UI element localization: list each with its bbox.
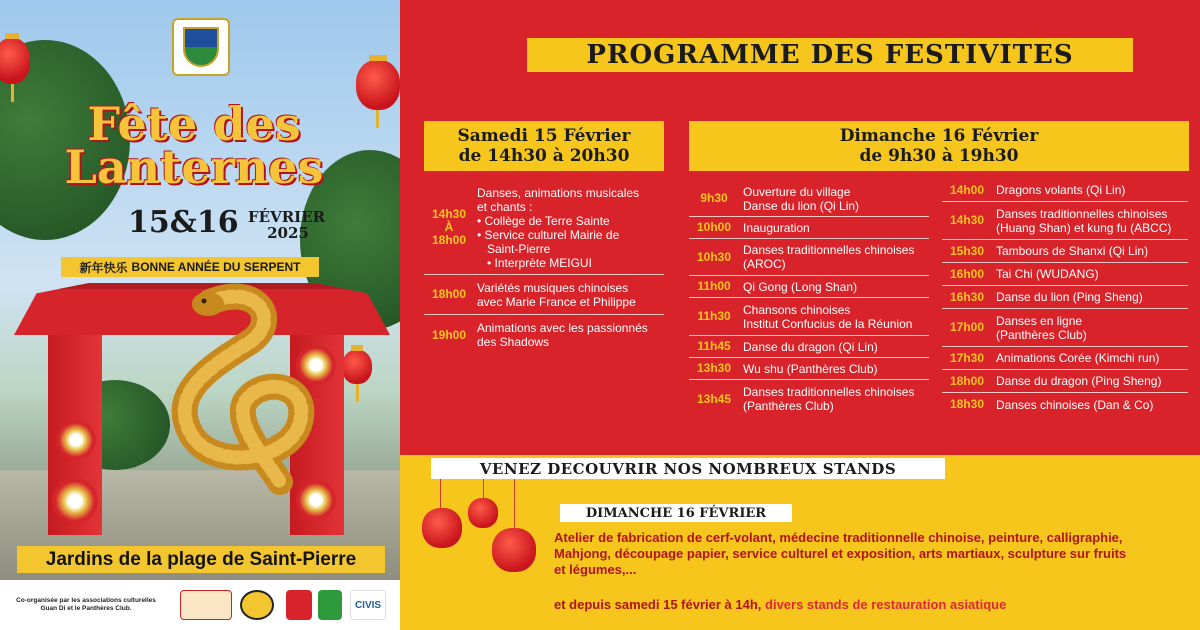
schedule-description: Danses traditionnelles chinoises (AROC) — [743, 243, 915, 271]
title-line-2: Lanternes — [64, 140, 324, 194]
location-banner: Jardins de la plage de Saint-Pierre — [17, 546, 385, 573]
poster-title — [58, 97, 330, 194]
schedule-description: Inauguration — [743, 220, 810, 235]
schedule-time: 11h45 — [697, 339, 731, 353]
partner-logo-red — [286, 590, 312, 620]
greeting-chinese: 新年快乐 — [79, 260, 128, 275]
sunday-day: Dimanche 16 Février — [839, 126, 1039, 146]
stands-description: Atelier de fabrication de cerf-volant, médecine traditionnelle chinoise, peinture, calligraphie, Mahjong, découpage papier, service culturel et exposition, arts martiaux, sculpture sur fruits et légumes,... — [554, 530, 1127, 577]
schedule-time: 18h00 — [431, 287, 467, 301]
schedule-description: Animations Corée (Kimchi run) — [996, 351, 1160, 365]
lantern-icon — [356, 60, 400, 110]
guan-di-logo — [180, 590, 232, 620]
lantern-string — [514, 478, 515, 528]
saturday-header — [424, 121, 664, 171]
schedule-time: 14h30 — [949, 213, 985, 227]
schedule-row — [689, 181, 929, 217]
schedule-description: Danses traditionnelles chinoises (Panthères Club) — [743, 385, 915, 413]
flower-icon — [56, 420, 96, 460]
schedule-description: Tai Chi (WUDANG) — [996, 267, 1099, 281]
sunday-hours: de 9h30 à 19h30 — [859, 146, 1019, 166]
greeting-banner — [61, 257, 319, 277]
schedule-time: 10h00 — [696, 220, 732, 234]
schedule-time: 14h30 À 18h00 — [431, 207, 467, 247]
city-crest-logo — [172, 18, 230, 76]
schedule-description: Chansons chinoises Institut Confucius de la Réunion — [743, 302, 913, 331]
dates-month: FÉVRIER — [248, 208, 326, 226]
schedule-row — [942, 370, 1188, 393]
schedule-description: Danse du lion (Ping Sheng) — [996, 290, 1143, 304]
schedule-time: 18h00 — [949, 373, 985, 388]
schedule-description: Animations avec les passionnés des Shadows — [477, 321, 648, 349]
title-line-1: Fête des — [87, 97, 301, 151]
partner-logo-green — [318, 590, 342, 620]
lantern-icon — [492, 528, 536, 572]
schedule-row — [689, 298, 929, 336]
sunday-schedule-col2 — [942, 179, 1188, 416]
schedule-time: 14h00 — [949, 182, 985, 197]
schedule-row — [424, 315, 664, 355]
programme-title: PROGRAMME DES FESTIVITES — [527, 38, 1133, 72]
saturday-hours: de 14h30 à 20h30 — [458, 146, 630, 166]
schedule-time: 17h00 — [949, 320, 985, 334]
schedule-time: 18h30 — [949, 397, 985, 411]
schedule-time: 11h30 — [697, 309, 731, 323]
schedule-description: Danse du dragon (Qi Lin) — [743, 339, 878, 354]
civis-logo: CIVIS — [350, 590, 386, 620]
schedule-time: 16h00 — [949, 266, 985, 281]
schedule-row — [942, 393, 1188, 416]
stands-day-tag: DIMANCHE 16 FÉVRIER — [560, 504, 792, 522]
schedule-description: Danse du dragon (Ping Sheng) — [996, 374, 1162, 388]
schedule-row — [689, 217, 929, 239]
stands-title: VENEZ DECOUVRIR NOS NOMBREUX STANDS — [431, 458, 945, 479]
dates-year: 2025 — [267, 224, 309, 242]
schedule-description: Variétés musiques chinoises avec Marie France et Philippe — [477, 280, 636, 309]
saturday-day: Samedi 15 Février — [457, 126, 631, 146]
event-poster — [0, 0, 400, 630]
sunday-header — [689, 121, 1189, 171]
schedule-row — [942, 347, 1188, 370]
schedule-time: 9h30 — [700, 191, 728, 205]
lantern-icon — [468, 498, 498, 528]
schedule-row — [942, 240, 1188, 263]
poster-dates — [128, 205, 326, 242]
schedule-description: Danses chinoises (Dan & Co) — [996, 397, 1154, 412]
schedule-row — [942, 202, 1188, 240]
schedule-time: 19h00 — [431, 327, 467, 342]
schedule-time: 13h30 — [696, 361, 732, 375]
schedule-row — [689, 336, 929, 358]
dates-days: 15&16 — [128, 205, 239, 240]
schedule-row — [689, 276, 929, 298]
food-stands-prefix: et depuis samedi 15 février à 14h, — [554, 597, 762, 612]
sunday-schedule-col1 — [689, 181, 929, 418]
schedule-description: Wu shu (Panthères Club) — [743, 361, 878, 376]
schedule-description: Danses en ligne (Panthères Club) — [996, 313, 1087, 342]
schedule-row — [689, 239, 929, 276]
lantern-string — [440, 478, 441, 510]
lantern-icon — [0, 38, 30, 84]
saturday-schedule — [424, 181, 664, 355]
schedule-row — [942, 179, 1188, 202]
food-stands-highlight: divers stands de restauration asiatique — [765, 597, 1007, 612]
food-stands-note — [554, 597, 1006, 612]
schedule-description: Danses, animations musicales et chants : • Collège de Terre Sainte • Service culturel Mairie de Saint-Pierre • Interprète MEIGUI — [477, 185, 640, 270]
schedule-row — [942, 309, 1188, 347]
poster-footer — [0, 580, 400, 630]
schedule-description: Tambours de Shanxi (Qi Lin) — [996, 244, 1149, 258]
schedule-time: 17h30 — [949, 350, 985, 365]
schedule-row — [942, 263, 1188, 286]
schedule-time: 11h00 — [697, 279, 731, 293]
schedule-row — [424, 275, 664, 315]
schedule-row — [689, 358, 929, 380]
flower-icon — [52, 478, 98, 524]
schedule-row — [689, 380, 929, 418]
schedule-description: Danses traditionnelles chinoises (Huang Shan) et kung fu (ABCC) — [996, 206, 1172, 235]
schedule-row — [942, 286, 1188, 309]
pantheres-club-logo — [240, 590, 274, 620]
schedule-time: 16h30 — [949, 289, 985, 304]
greeting-french: BONNE ANNÉE DU SERPENT — [131, 260, 301, 274]
snake-illustration — [150, 282, 350, 502]
schedule-time: 15h30 — [949, 243, 985, 258]
dates-month-year — [248, 209, 328, 241]
schedule-description: Dragons volants (Qi Lin) — [996, 183, 1126, 197]
lantern-string — [483, 478, 484, 500]
coorganised-text: Co-organisée par les associations culturelles Guan Di et le Panthères Club. — [16, 597, 156, 612]
schedule-row — [424, 181, 664, 275]
schedule-description: Ouverture du village Danse du lion (Qi Lin) — [743, 184, 860, 213]
schedule-time: 13h45 — [696, 391, 732, 406]
lantern-icon — [422, 508, 462, 548]
schedule-time: 10h30 — [696, 249, 732, 264]
schedule-description: Qi Gong (Long Shan) — [743, 279, 858, 294]
